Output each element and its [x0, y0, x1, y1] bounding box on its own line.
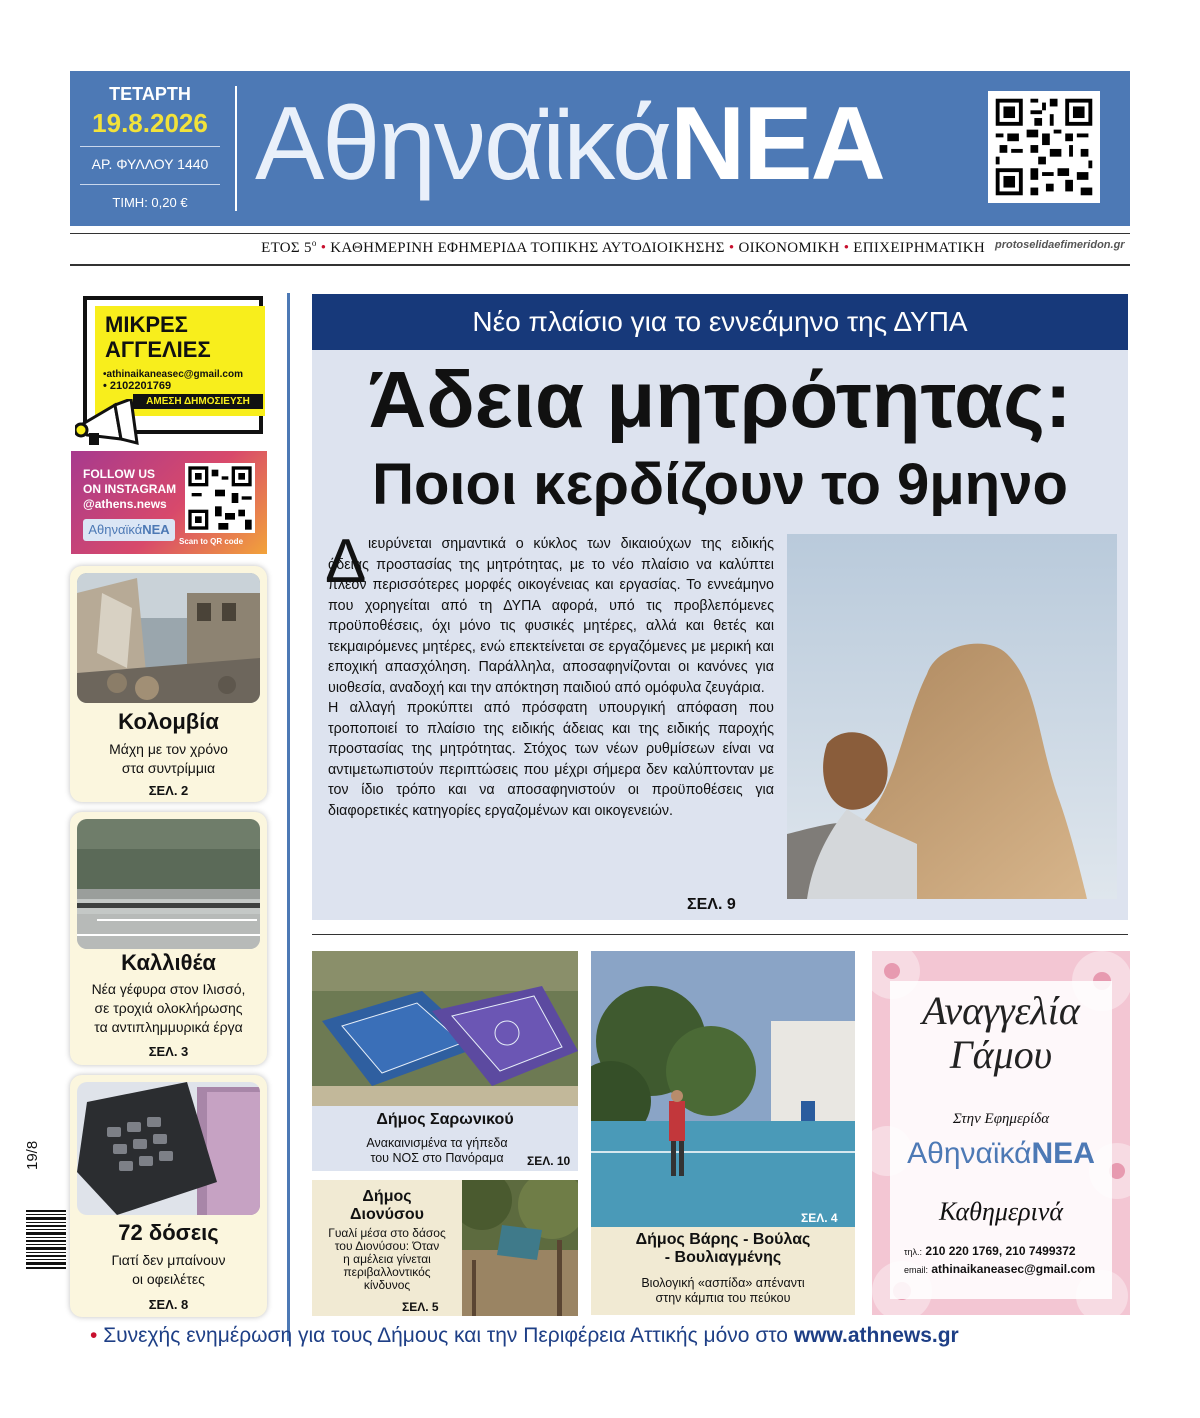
subline-item: ΚΑΘΗΜΕΡΙΝΗ ΕΦΗΜΕΡΙΔΑ ΤΟΠΙΚΗΣ ΑΥΤΟΔΙΟΙΚΗΣΗΣ	[330, 240, 725, 256]
story-summary: Γιατί δεν μπαίνουν οι οφειλέτες	[111, 1252, 226, 1287]
side-date: 19/8	[24, 1140, 41, 1170]
divider	[80, 184, 220, 185]
wedding-line: Στην Εφημερίδα	[952, 1111, 1050, 1127]
story-title: Δήμος Διονύσου	[350, 1188, 424, 1223]
footer-banner: • Συνεχής ενημέρωση για τους Δήμους και την Περιφέρεια Αττικής μόνο στο www.athnews.gr	[90, 1324, 959, 1347]
page-reference: ΣΕΛ. 4	[801, 1211, 838, 1225]
sidebar-story-kallithea[interactable]	[70, 812, 267, 1065]
megaphone-icon	[75, 399, 139, 452]
wedding-announcement-ad[interactable]	[872, 951, 1130, 1315]
barcode-icon	[26, 1210, 66, 1270]
story-vari[interactable]	[591, 951, 855, 1315]
wedding-title: Αναγγελία Γάμου	[922, 988, 1080, 1077]
year-label: ΕΤΟΣ $5^o$	[261, 238, 317, 256]
story-title: Δήμος Βάρης - Βούλας - Βουλιαγμένης	[635, 1231, 811, 1266]
story-summary: Γυαλί μέσα στο δάσος του Διονύσου: Όταν η αμέλεια γίνεται περιβαλλοντικός κίνδυνος	[328, 1226, 446, 1292]
story-title: 72 δόσεις	[118, 1220, 219, 1245]
page-reference: ΣΕΛ. 3	[148, 1044, 189, 1059]
story-title: Κολομβία	[118, 709, 219, 734]
instagram-text: FOLLOW US ON INSTAGRAM @athens.news	[83, 467, 177, 511]
issue-day: ΤΕΤΑΡΤΗ	[109, 84, 191, 104]
logo-light: Αθηναϊκά	[255, 86, 671, 202]
issue-price: ΤΙΜΗ: 0,20 €	[112, 195, 188, 210]
story-saronikos[interactable]	[312, 951, 578, 1171]
lead-kicker: Νέο πλαίσιο για το εννεάμηνο της ΔΥΠΑ	[312, 294, 1128, 350]
story-photo	[77, 1082, 260, 1215]
classifieds-title: ΜΙΚΡΕΣ ΑΓΓΕΛΙΕΣ	[105, 312, 211, 362]
divider	[235, 86, 237, 211]
divider	[312, 934, 1128, 935]
mini-logo: ΑθηναϊκάΝΕΑ	[907, 1137, 1095, 1170]
subline-item: ΕΠΙΧΕΙΡΗΜΑΤΙΚΗ	[853, 240, 985, 256]
divider	[80, 146, 220, 147]
masthead	[70, 71, 1130, 226]
footer-text: Συνεχής ενημέρωση για τους Δήμους και την Περιφέρεια Αττικής μόνο στο	[103, 1324, 788, 1347]
lead-paragraph: ιευρύνεται σημαντικά ο κύκλος των δικαιούχων της ειδικής άδειας προστασίας της μητρότητας, με το νέο πλαίσιο να καλύπτει πλέον περισσότερες μορφές οικογένειας και εργασίας. Το εννεάμηνο που χορηγείται από τη ΔΥΠΑ αφορά, υπό τις προβλεπόμενες προϋποθέσεις, όχι μόνο τις φυσικές μητέρες, αλλά και θετές και τεκμαιρόμενες μητέρες, ενώ επεκτείνεται σε εργαζόμενες με μερική και εποχική απασχόληση. Παράλληλα, αποσαφηνίζονται οι κανόνες για υιοθεσία, αναδοχή και την απόκτηση παιδιού από ομόφυλα ζευγάρια.	[328, 536, 774, 696]
lead-photo	[787, 534, 1117, 899]
divider	[70, 264, 1130, 266]
story-summary: Ανακαινισμένα τα γήπεδα του ΝΟΣ στο Πανόραμα	[366, 1136, 508, 1165]
story-dionysos[interactable]	[312, 1180, 578, 1316]
subline-item: ΟΙΚΟΝΟΜΙΚΗ	[738, 240, 840, 256]
page-reference: ΣΕΛ. 9	[687, 896, 736, 913]
lead-subheadline[interactable]: Ποιοι κερδίζουν το 9μηνο	[372, 452, 1068, 517]
classifieds-phone: • 2102201769	[103, 380, 172, 392]
issue-date: 19.8.2026	[92, 108, 208, 138]
wedding-daily: Καθημερινά	[938, 1197, 1064, 1226]
story-summary: Νέα γέφυρα στον Ιλισσό, σε τροχιά ολοκλήρωσης τα αντιπλημμυρικά έργα	[91, 981, 246, 1035]
story-title: Καλλιθέα	[121, 950, 216, 975]
issue-number: ΑΡ. ΦΥΛΛΟΥ 1440	[91, 156, 209, 172]
story-photo	[591, 951, 855, 1227]
wedding-email: email: athinaikaneasec@gmail.com	[904, 1262, 1096, 1276]
classifieds-ad[interactable]	[75, 294, 271, 446]
mini-logo: ΑθηναϊκάΝΕΑ	[83, 519, 175, 541]
classifieds-tag: ΑΜΕΣΗ ΔΗΜΟΣΙΕΥΣΗ	[133, 394, 263, 409]
story-summary: Μάχη με τον χρόνο στα συντρίμμια	[109, 741, 228, 776]
page-reference: ΣΕΛ. 10	[527, 1154, 571, 1168]
masthead-subline: ΕΤΟΣ $5^o$ • ΚΑΘΗΜΕΡΙΝΗ ΕΦΗΜΕΡΙΔΑ ΤΟΠΙΚΗΣ ΑΥΤΟΔΙΟΙΚΗΣΗΣ • ΟΙΚΟΝΟΜΙΚΗ • ΕΠΙΧΕΙΡΗΜΑΤΙΚΗ	[261, 238, 985, 256]
story-photo	[77, 819, 260, 949]
lead-paragraph: Η αλλαγή προκύπτει από πρόσφατη υπουργική απόφαση που τροποποιεί το πλαίσιο της ειδικής άδειας και της ειδικής παροχής προστασίας της μητρότητας. Στόχος των νέων ρυθμίσεων είναι να αντιμετωπιστούν περιπτώσεις που μέχρι σήμερα δεν καλύπτονταν με τον ίδιο τρόπο και να αποσαφηνιστούν οι προϋποθέσεις για διαφορετικές κατηγορίες εργαζομένων και οικογενειών.	[328, 700, 774, 819]
classifieds-email: •athinaikaneasec@gmail.com	[103, 369, 243, 380]
wedding-phones: τηλ.: 210 220 1769, 210 7499372	[904, 1244, 1076, 1258]
sidebar-story-installments[interactable]	[70, 1075, 267, 1317]
story-photo	[462, 1180, 578, 1316]
sidebar-story-colombia[interactable]	[70, 566, 267, 802]
story-summary: Βιολογική «ασπίδα» απέναντι στην κάμπια του πεύκου	[641, 1276, 805, 1305]
story-photo	[312, 951, 578, 1106]
drop-cap: Δ	[325, 527, 367, 596]
logo-bold: ΝΕΑ	[670, 86, 884, 202]
story-photo	[77, 573, 260, 703]
story-title: Δήμος Σαρωνικού	[376, 1111, 514, 1128]
column-divider	[287, 293, 290, 1341]
qr-code-icon[interactable]	[988, 91, 1100, 203]
lead-headline[interactable]: Άδεια μητρότητας:	[368, 355, 1072, 444]
footer-link[interactable]: www.athnews.gr	[793, 1324, 959, 1347]
source-credit[interactable]: protoselidaefimeridon.gr	[995, 239, 1125, 251]
lead-body	[328, 534, 774, 821]
newspaper-logo[interactable]	[255, 79, 884, 209]
page-reference: ΣΕΛ. 5	[402, 1300, 439, 1314]
qr-code-icon[interactable]	[185, 463, 255, 533]
divider	[70, 233, 1130, 234]
instagram-promo[interactable]	[71, 451, 267, 554]
scan-label: Scan to QR code	[179, 537, 244, 546]
page-reference: ΣΕΛ. 2	[148, 783, 189, 798]
page-reference: ΣΕΛ. 8	[148, 1297, 189, 1312]
